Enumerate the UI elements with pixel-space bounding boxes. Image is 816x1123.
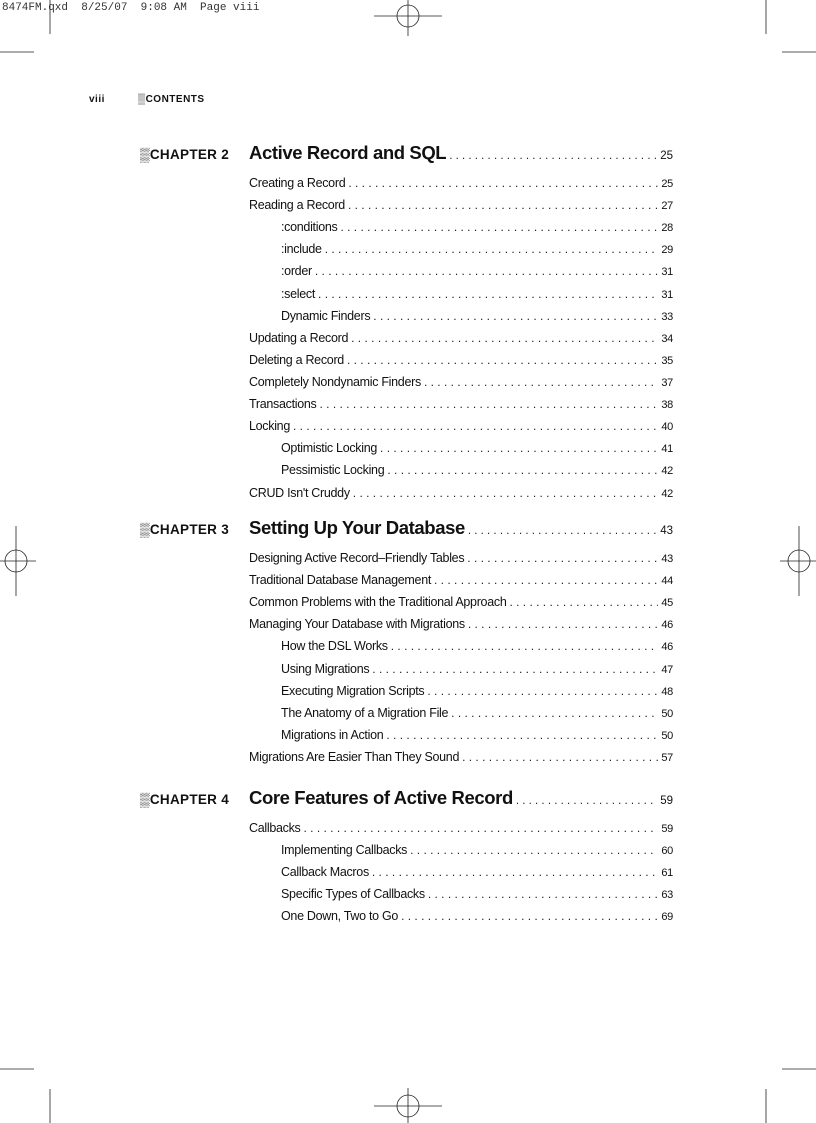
toc-subentry: How the DSL Works . . . 46 <box>281 639 673 661</box>
toc-subentry: The Anatomy of a Migration File . . . 50 <box>281 706 673 728</box>
chapter-title: Core Features of Active Record <box>249 787 513 808</box>
chapter-label: ▒CHAPTER 4 <box>140 792 230 807</box>
toc-subentry: :conditions . . . 28 <box>281 220 673 242</box>
toc-entry: Designing Active Record–Friendly Tables . . . 43 <box>249 551 673 573</box>
toc-subentry: Dynamic Finders . . . 33 <box>281 309 673 331</box>
toc-subentry: Migrations in Action . . . 50 <box>281 728 673 750</box>
toc-entry: Updating a Record . . . 34 <box>249 331 673 353</box>
chapter-title: Setting Up Your Database <box>249 517 465 538</box>
chapter-heading <box>0 142 816 166</box>
toc-entry: Migrations Are Easier Than They Sound . . . 57 <box>249 750 673 772</box>
chapter-label: ▒CHAPTER 3 <box>140 522 230 537</box>
toc-subentry: Implementing Callbacks . . . 60 <box>281 843 673 865</box>
print-slug: 8474FM.qxd 8/25/07 9:08 AM Page viii <box>2 2 260 14</box>
section-title: ▒CONTENTS <box>138 94 205 105</box>
toc-entry: Reading a Record . . . 27 <box>249 198 673 220</box>
toc-subentry: Using Migrations . . . 47 <box>281 662 673 684</box>
toc-subentry: :include . . . 29 <box>281 242 673 264</box>
toc-subentry: One Down, Two to Go . . . 69 <box>281 909 673 931</box>
toc-subentry: :select . . . 31 <box>281 287 673 309</box>
toc-entry: Deleting a Record . . . 35 <box>249 353 673 375</box>
toc-entry: Callbacks . . . 59 <box>249 821 673 843</box>
toc-subentry: Executing Migration Scripts . . . 48 <box>281 684 673 706</box>
toc-entries <box>0 551 816 772</box>
chapter-page-number: 43 <box>660 525 673 537</box>
leader-dots <box>468 525 657 537</box>
toc-entry: Common Problems with the Traditional Approach . . . 45 <box>249 595 673 617</box>
chapter-heading <box>0 517 816 541</box>
toc-entry: Transactions . . . 38 <box>249 397 673 419</box>
chapter-page-number: 25 <box>660 150 673 162</box>
page-folio: viii <box>89 94 105 105</box>
toc-subentry: Pessimistic Locking . . . 42 <box>281 463 673 485</box>
toc-entries <box>0 176 816 508</box>
chapter-heading <box>0 787 816 811</box>
chapter-page-number: 59 <box>660 795 673 807</box>
toc-entry: Managing Your Database with Migrations . . . 46 <box>249 617 673 639</box>
toc-subentry: Specific Types of Callbacks . . . 63 <box>281 887 673 909</box>
toc-entries <box>0 821 816 932</box>
toc-subentry: Callback Macros . . . 61 <box>281 865 673 887</box>
toc-entry: Locking . . . 40 <box>249 419 673 441</box>
toc-subentry: Optimistic Locking . . . 41 <box>281 441 673 463</box>
toc-entry: CRUD Isn't Cruddy . . . 42 <box>249 486 673 508</box>
toc-entry: Traditional Database Management . . . 44 <box>249 573 673 595</box>
toc-subentry: :order . . . 31 <box>281 264 673 286</box>
leader-dots <box>516 795 657 807</box>
toc-entry: Creating a Record . . . 25 <box>249 176 673 198</box>
leader-dots <box>449 150 657 162</box>
chapter-title: Active Record and SQL <box>249 142 447 163</box>
toc-entry: Completely Nondynamic Finders . . . 37 <box>249 375 673 397</box>
chapter-label: ▒CHAPTER 2 <box>140 147 230 162</box>
